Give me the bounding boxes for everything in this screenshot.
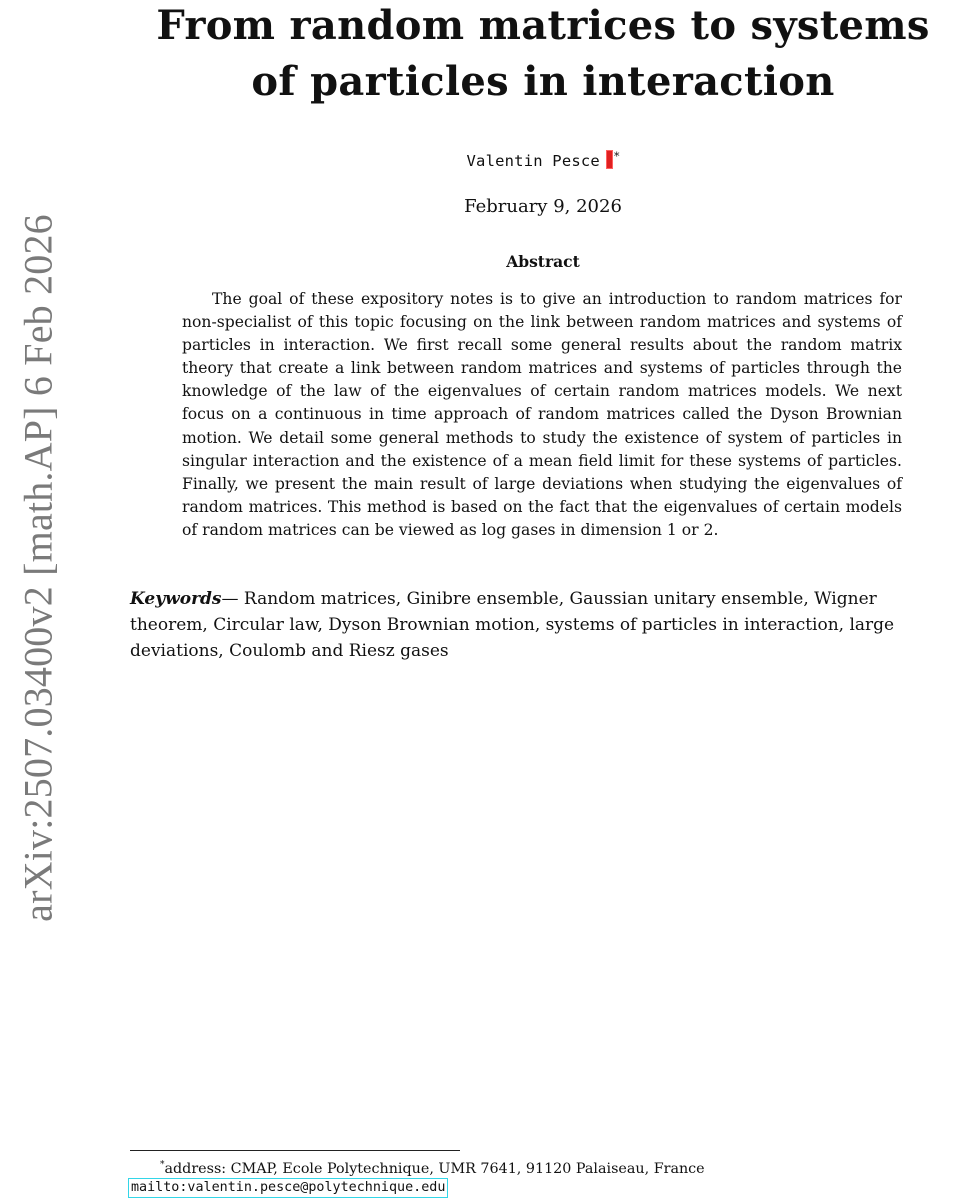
keywords-separator: —: [221, 589, 244, 609]
footnote-address: [160, 1155, 705, 1179]
footnote-link-marker[interactable]: [606, 150, 613, 169]
author-line: [132, 145, 954, 173]
email-link[interactable]: mailto:valentin.pesce@polytechnique.edu: [128, 1178, 448, 1198]
author-footnote-mark: *: [613, 150, 620, 163]
footnote-divider: [130, 1150, 460, 1151]
keywords-paragraph: [130, 586, 954, 664]
footnote-mark: *: [160, 1160, 165, 1170]
arxiv-identifier-stamp: arXiv:2507.03400v2 [math.AP] 6 Feb 2026: [15, 214, 61, 922]
abstract-body: The goal of these expository notes is to give an introduction to random matrices for non-specialist of this topic focusing on the link between random matrices and systems of particles in interaction. We first recall some general results about the random matrix theory that create a link between random matrices and systems of particles through the knowledge of the law of the eigenvalues of certain random matrices models. We next focus on a continuous in time approach of random matrices called the Dyson Brownian motion. We detail some general methods to study the existence of system of particles in singular interaction and the existence of a mean field limit for these systems of particles. Finally, we present the main result of large deviations when studying the eigenvalues of random matrices. This method is based on the fact that the eigenvalues of certain models of random matrices can be viewed as log gases in dimension 1 or 2.: [182, 290, 902, 539]
keywords-list: Random matrices, Ginibre ensemble, Gaussian unitary ensemble, Wigner theorem, Circular law, Dyson Brownian motion, systems of particles in interaction, large deviations, Coulomb and Riesz gases: [130, 589, 895, 661]
paper-title: From random matrices to systems of particles in interaction: [156, 2, 930, 105]
footnote-address-text: address: CMAP, Ecole Polytechnique, UMR 7641, 91120 Palaiseau, France: [164, 1161, 705, 1177]
abstract-heading: Abstract: [506, 252, 580, 271]
keywords-label: Keywords: [130, 589, 222, 609]
paper-date: February 9, 2026: [464, 196, 622, 217]
author-name: Valentin Pesce: [466, 152, 600, 170]
